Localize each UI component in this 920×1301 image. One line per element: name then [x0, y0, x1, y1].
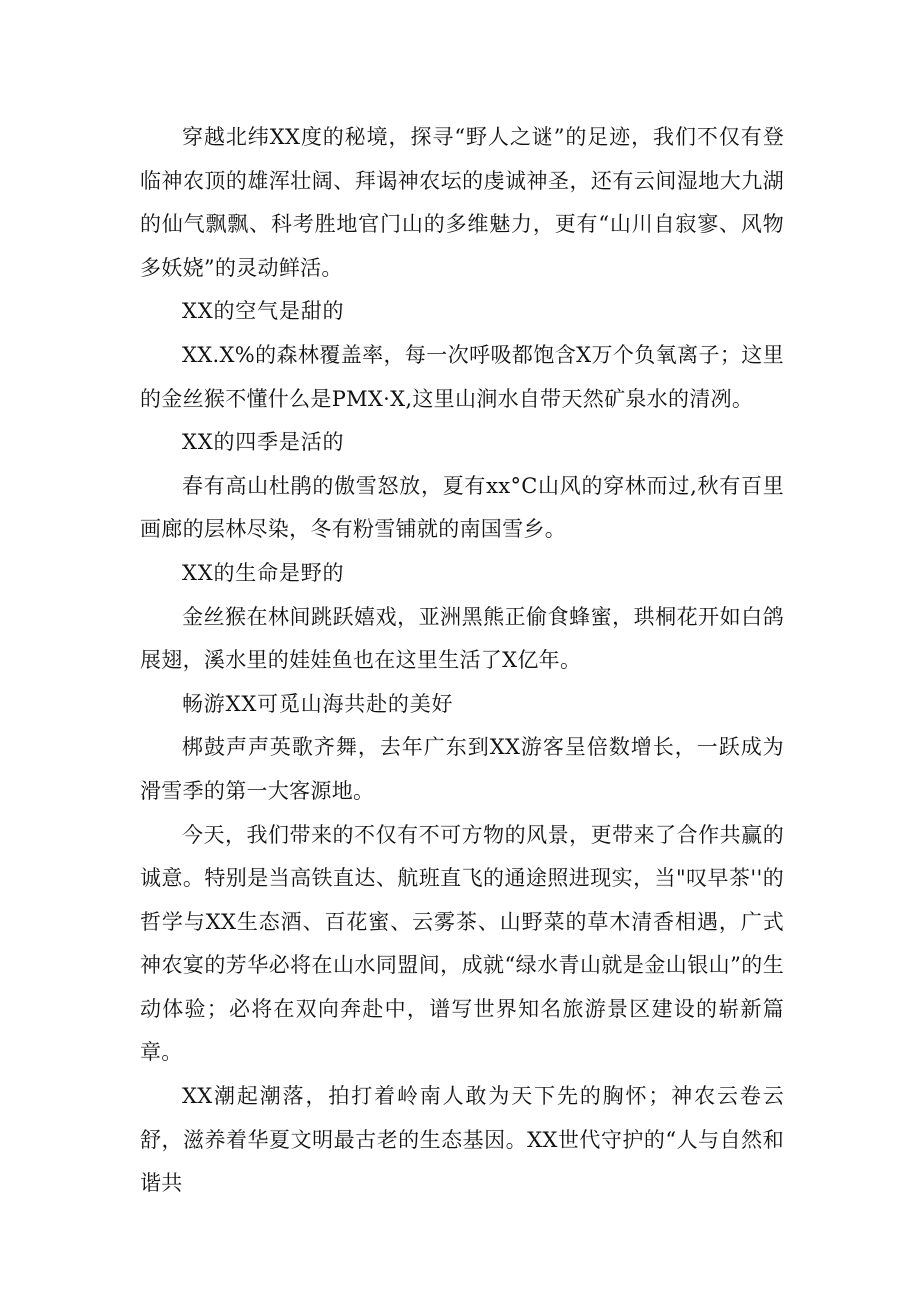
paragraph-seasons: 春有高山杜鹃的傲雪怒放，夏有xx°C山风的穿林而过,秋有百里画廊的层林尽染，冬有粉雪铺就的南国雪乡。	[140, 473, 784, 542]
paragraph-life: 金丝猴在林间跳跃嬉戏，亚洲黑熊正偷食蜂蜜，珙桐花开如白鸽展翅，溪水里的娃娃鱼也在这里生活了X亿年。	[140, 604, 784, 673]
paragraph-intro: 穿越北纬XX度的秘境，探寻“野人之谜”的足迹，我们不仅有登临神农顶的雄浑壮阔、拜谒神农坛的虔诚神圣，还有云间湿地大九湖的仙气飘飘、科考胜地官门山的多维魅力，更有“山川自寂寥、风物多妖娆”的灵动鲜活。	[140, 125, 784, 280]
subheading-seasons: XX的四季是活的	[182, 430, 345, 455]
subheading-travel: 畅游XX可觅山海共赴的美好	[182, 691, 454, 716]
paragraph-cooperation: 今天，我们带来的不仅有不可方物的风景，更带来了合作共赢的诚意。特别是当高铁直达、航班直飞的通途照进现实，当"叹早茶''的哲学与XX生态酒、百花蜜、云雾茶、山野菜的草木清香相遇，广式神农宴的芳华必将在山水同盟间，成就“绿水青山就是金山银山”的生动体验；必将在双向奔赴中，谱写世界知名旅游景区建设的崭新篇章。	[140, 822, 784, 1065]
paragraph-air: XX.X%的森林覆盖率，每一次呼吸都饱含X万个负氧离子；这里的金丝猴不懂什么是PMX·X,这里山涧水自带天然矿泉水的清冽。	[140, 342, 784, 411]
subheading-air: XX的空气是甜的	[182, 299, 345, 324]
subheading-life: XX的生命是野的	[182, 560, 345, 585]
paragraph-visitors: 梆鼓声声英歌齐舞，去年广东到XX游客呈倍数增长，一跃成为滑雪季的第一大客源地。	[140, 735, 784, 803]
document-body	[140, 116, 784, 1206]
paragraph-closing: XX潮起潮落，拍打着岭南人敢为天下先的胸怀；神农云卷云舒，滋养着华夏文明最古老的生态基因。XX世代守护的“人与自然和谐共	[140, 1084, 784, 1196]
